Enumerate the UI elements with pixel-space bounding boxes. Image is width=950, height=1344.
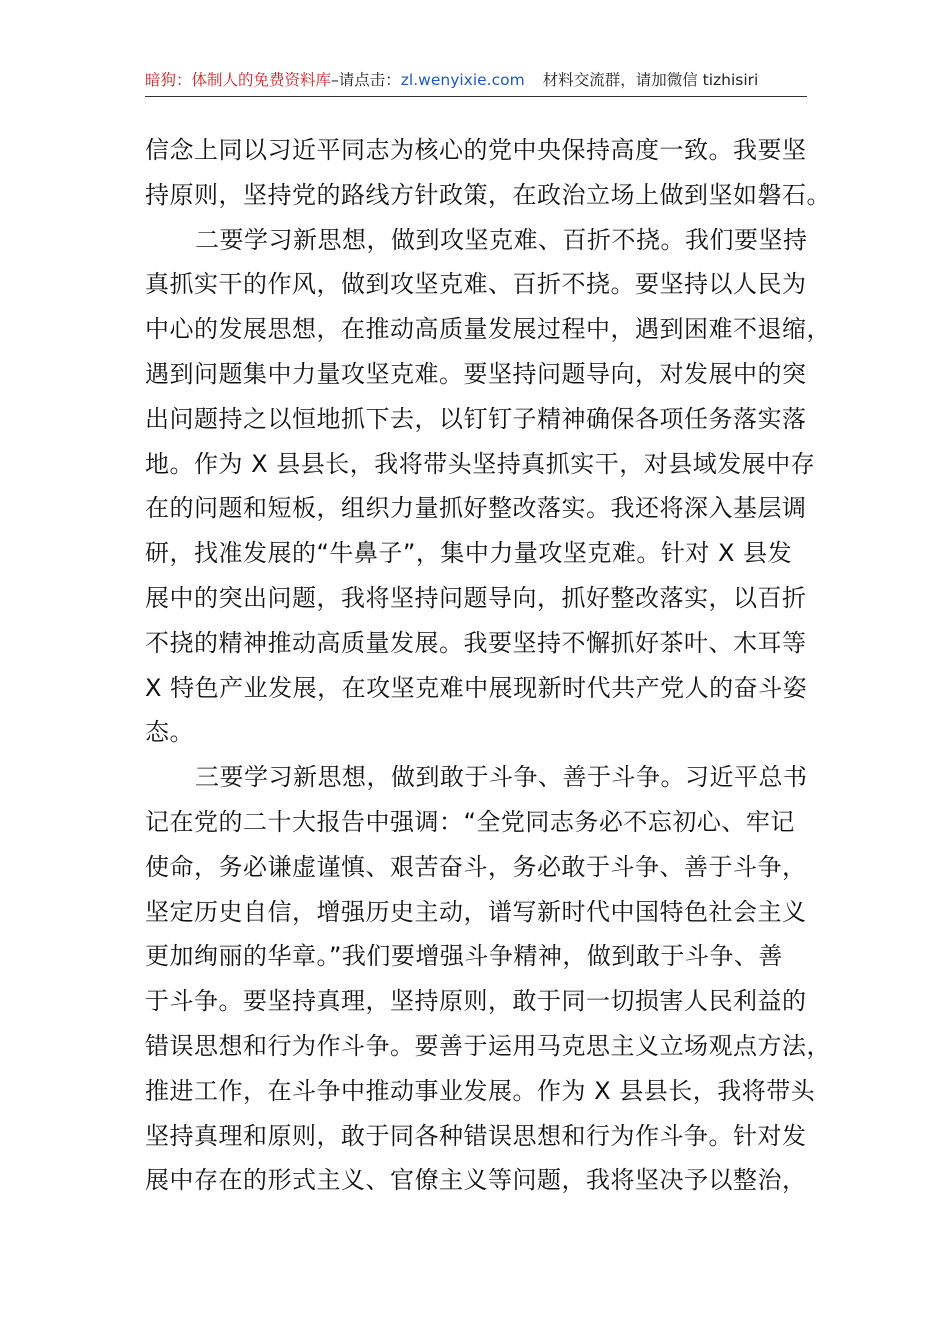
text-line: 展中的突出问题，我将坚持问题导向，抓好整改落实，以百折	[145, 583, 807, 612]
text-line: 研，找准发展的“牛鼻子”，集中力量攻坚克难。针对 X 县发	[145, 539, 793, 568]
text-line: 记在党的二十大报告中强调：“全党同志务必不忘初心、牢记	[145, 807, 795, 836]
text-line: 推进工作，在斗争中推动事业发展。作为 X 县县长，我将带头	[145, 1076, 816, 1105]
text-line: 出问题持之以恒地抓下去，以钉钉子精神确保各项任务落实落	[145, 404, 807, 433]
text-line: 信念上同以习近平同志为核心的党中央保持高度一致。我要坚	[145, 136, 807, 164]
text-line: 持原则，坚持党的路线方针政策，在政治立场上做到坚如磐石。	[145, 180, 831, 209]
paragraph-heading-line: 三要学习新思想，做到敢于斗争、善于斗争。习近平总书	[195, 763, 808, 792]
header-click-prompt: –请点击：	[331, 71, 401, 89]
header-url-link[interactable]: zl.wenyixie.com	[400, 71, 525, 89]
text-line: 不挠的精神推动高质量发展。我要坚持不懈抓好茶叶、木耳等	[145, 628, 807, 657]
text-line: 坚持真理和原则，敢于同各种错误思想和行为作斗争。针对发	[145, 1121, 807, 1150]
text-line: 中心的发展思想，在推动高质量发展过程中，遇到困难不退缩，	[145, 315, 831, 344]
text-line: 坚定历史自信，增强历史主动，谱写新时代中国特色社会主义	[145, 897, 807, 926]
text-line: 遇到问题集中力量攻坚克难。要坚持问题导向，对发展中的突	[145, 359, 807, 388]
text-line: 展中存在的形式主义、官僚主义等问题，我将坚决予以整治，	[145, 1166, 807, 1195]
header-brand: 暗狗：体制人的免费资料库	[145, 71, 332, 89]
text-line: 地。作为 X 县县长，我将带头坚持真抓实干，对县域发展中存	[145, 449, 816, 478]
paragraph-heading-line: 二要学习新思想，做到攻坚克难、百折不挠。我们要坚持	[195, 225, 808, 254]
text-line: X 特色产业发展，在攻坚克难中展现新时代共产党人的奋斗姿	[145, 673, 808, 702]
header-wechat-note: 材料交流群，请加微信 tizhisiri	[542, 71, 759, 89]
text-line: 真抓实干的作风，做到攻坚克难、百折不挠。要坚持以人民为	[145, 270, 807, 299]
text-line: 错误思想和行为作斗争。要善于运用马克思主义立场观点方法，	[145, 1031, 831, 1060]
text-line: 态。	[145, 718, 194, 747]
document-body	[145, 128, 831, 1203]
text-line: 使命，务必谦虚谨慎、艰苦奋斗，务必敢于斗争、善于斗争，	[145, 852, 807, 881]
text-line: 更加绚丽的华章。”我们要增强斗争精神，做到敢于斗争、善	[145, 942, 783, 971]
text-line: 在的问题和短板，组织力量抓好整改落实。我还将深入基层调	[145, 494, 807, 523]
page-header	[145, 66, 807, 97]
text-line: 于斗争。要坚持真理，坚持原则，敢于同一切损害人民利益的	[145, 987, 807, 1016]
